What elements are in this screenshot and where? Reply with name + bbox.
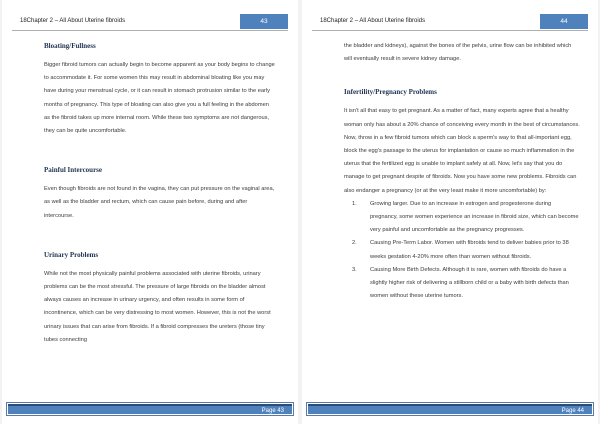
page-body: [344, 40, 580, 303]
header-divider: [312, 30, 588, 31]
section-heading-intercourse: Painful Intercourse: [44, 166, 103, 175]
list-item-text: Causing Pre-Term Labor. Women with fibroids tend to deliver babies prior to 38 weeks gestation 4-20% more often than women without fibroids.: [370, 240, 569, 260]
list-item-text: Growing larger. Due to an increase in estrogen and progesterone during pregnancy, some women experience an increase in fibroid size, which can become very painful and uncomfortable as the pregnancy progresses.: [370, 200, 579, 234]
footer-page-label: Page 43: [8, 404, 292, 414]
list-item: [352, 264, 580, 304]
chapter-title: 18Chapter 2 – All About Uterine fibroids: [320, 18, 426, 24]
section-paragraph: While not the most physically painful problems associated with uterine fibroids, urinary problems can be the most stressful. The pressure of large fibroids on the bladder almost always causes an increase in urinary urgency, and often results in some form of incontinence, which can be very distressing to most women. However, this is not the worst urinary issues that can arise from fibroids. If a fibroid compresses the ureters (those tiny tubes connecting: [44, 270, 271, 343]
section-paragraph: Bigger fibroid tumors can actually begin to become apparent as your body begins to change to accommodate it. For some women this may result in abdominal bloating like you may have during your menstrual cycle, or it can result in stomach protrusion similar to the early months of pregnancy. This type of bloating can also give you a full feeling in the abdomen as the fibroid takes up more internal room. While these two symptoms are not dangerous, they can be quite uncomfortable.: [44, 62, 275, 135]
page-44: [302, 0, 598, 424]
list-number: 3.: [352, 266, 357, 273]
section-heading-urinary: Urinary Problems: [44, 250, 99, 259]
header-page-number: 43: [240, 14, 288, 29]
list-number: 2.: [352, 240, 357, 247]
list-item: [352, 198, 580, 238]
page-header: [312, 14, 588, 29]
header-divider: [12, 30, 288, 31]
section-heading-bloating: Bloating/Fullness: [44, 42, 96, 50]
section-paragraph: It isn't all that easy to get pregnant. As a matter of fact, many experts agree that a healthy woman only has about a 20% chance of conceiving every month in the best of circumstances. Now, throw in a few fibroid tumors which can block a sperm's way to that all-important egg, block the egg's passage to the uterus for implantation or cause so much inflammation in the uterus that the fertilized egg is unable to implant safely at all. Now, let's say that you do manage to get pregnant despite of fibroids. Now you have some new problems. Fibroids can also endanger a pregnancy (or at the very least make it more uncomfortable) by:: [344, 108, 580, 194]
page-43: [2, 0, 298, 424]
list-item: [352, 237, 580, 263]
footer-page-label: Page 44: [308, 404, 592, 414]
chapter-title: 18Chapter 2 – All About Uterine fibroids: [20, 18, 126, 24]
page-footer: [306, 402, 594, 416]
header-page-number: 44: [540, 14, 588, 29]
page-footer: [6, 402, 294, 416]
section-paragraph: Even though fibroids are not found in the vagina, they can put pressure on the vaginal area, as well as the bladder and rectum, which can cause pain before, during and after intercourse.: [44, 186, 275, 219]
complication-list: [344, 198, 580, 304]
continuation-paragraph: the bladder and kidneys), against the bones of the pelvis, urine flow can be inhibited which will eventually result in severe kidney damage.: [344, 43, 572, 63]
section-heading-infertility: Infertility/Pregnancy Problems: [344, 88, 437, 97]
list-number: 1.: [352, 200, 357, 207]
page-body: [44, 40, 276, 347]
list-item-text: Causing More Birth Defects. Although it is rare, women with fibroids do have a slightly higher risk of delivering a stillborn child or a baby with birth defects than women without these uterine tumors.: [370, 266, 569, 300]
page-header: [12, 14, 288, 29]
